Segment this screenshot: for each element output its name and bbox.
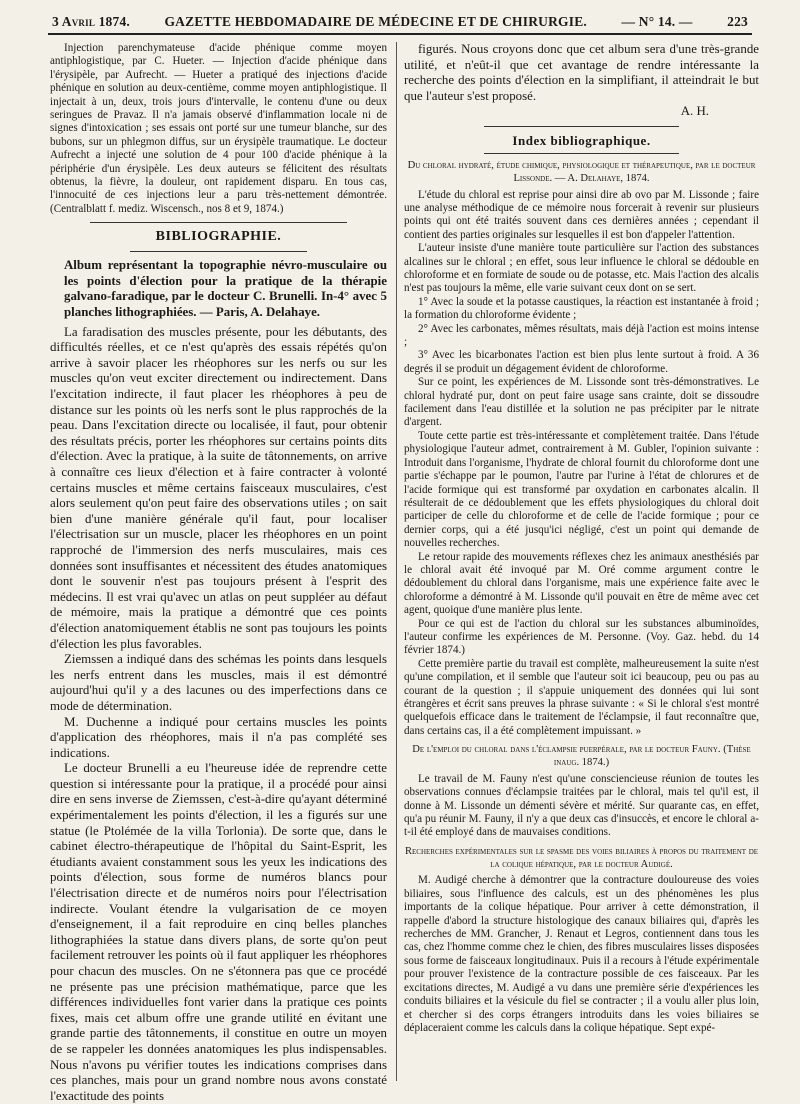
header-journal-title: GAZETTE HEBDOMADAIRE DE MÉDECINE ET DE CHIRURGIE. bbox=[164, 14, 587, 29]
entry-paragraph: Pour ce qui est de l'action du chloral sur les substances albuminoïdes, l'auteur confirme les expériences de M. Personne. (Voy. Gaz. hebd. du 14 février 1874.) bbox=[404, 617, 759, 657]
entry-paragraph: 3° Avec les bicarbonates l'action est bien plus lente surtout à froid. A 36 degrés il se produit un dégagement évident de chloroforme. bbox=[404, 349, 759, 375]
entry-paragraph: L'auteur insiste d'une manière toute particulière sur l'action des substances alcalines sur le chloral ; en effet, sous leur influence le chloral se dédouble en chloroforme et en formiate de soude ou de potasse, etc. Mais l'action des alcalis n'est pas toujours la même, elle varie suivant ceux dont on se sert. bbox=[404, 242, 759, 295]
review-signature: A. H. bbox=[680, 104, 709, 119]
header-page-number: 223 bbox=[727, 14, 748, 29]
entry-paragraph: Toute cette partie est très-intéressante et complètement traitée. Dans l'étude physiologique l'auteur admet, contrairement à M. Gubler, l'opinion suivante : Introduit dans l'organisme, l'hydrate de chloral fournit du chloroforme dont une partie s'échappe par le poumon, l'autre par l'urine à l'état de chlorures et de l'acide formique qui est transformé par oxydation en carbonates alcalin. Il résulterait de ce dédoublement que les effets physiologiques du chloral doit participer de celle du chloroforme et de celle de l'acide formique ; pour ce dernier corps, qui a été jusqu'ici négligé, c'est un point qui demande de nouvelles recherches. bbox=[404, 429, 759, 550]
entry-paragraph: 2° Avec les carbonates, mêmes résultats, mais déjà l'action est moins intense ; bbox=[404, 322, 759, 349]
review-paragraph: Le docteur Brunelli a eu l'heureuse idée de reprendre cette question si intéressante pour la pratique, il a procédé pour ainsi dire en sens inverse de Ziemssen, c'est-à-dire qu'ayant déterminé expérimentalement les points d'élection, il les a figurés sur une statue (le Ptolémée de la villa Torlonia). De sorte que, dans le cabinet électro-thérapeutique de l'hôpital du Saint-Esprit, les étudiants avaient constamment sous les yeux les indications des points d'élection, sous forme de numéros blancs pour l'électrisation directe et de numéros noirs pour l'électrisation indirecte. Voulant étendre la vulgarisation de ce moyen d'enseignement, il a fait reproduire en cinq belles planches lithographiées la statue dans divers plans, de sorte qu'on peut facilement retrouver les points où il faut appliquer les rhéophores pour chacun des muscles. On ne s'étonnera pas que ce procédé ne présente pas une précision mathématique, parce que les différences individuelles font varier dans la pratique ces points fixes, mais cet album offre une grande utilité en évitant une grande partie des tâtonnements, il constitue en outre un moyen de se rappeler les données anatomiques les plus indispensables. Nous n'avons pu vérifier toutes les indications comprises dans ces planches, mais pour un grand nombre nous avons constaté l'exactitude des points bbox=[50, 761, 387, 1103]
entry-title-eclampsia: De l'emploi du chloral dans l'éclampsie puerpérale, par le docteur Fauny. (Thèse inaug. 1874.) bbox=[412, 744, 751, 769]
review-paragraph: M. Duchenne a indiqué pour certains muscles les points d'application des rhéophores, mais il n'a pas complété ses indications. bbox=[50, 714, 387, 760]
review-paragraph: La faradisation des muscles présente, pour les débutants, des difficultés réelles, et ce n'est qu'après des essais répétés qu'on arrive à savoir placer les rhéophores sur les nerfs ou sur les muscles qu'on veut exciter directement ou indirectement. Dans l'excitation indirecte, il faut placer les rhéophores à peu de distance sur les points où les nerfs sont le plus rapprochés de la peau. Dans l'excitation directe ou localisée, il faut, pour obtenir des résultats précis, porter les rhéophores sur certains points dits d'élection. Avec la pratique, à la suite de tâtonnements, on arrive à connaître ces lieux d'élection et à faire contracter à volonté certains muscles et même certains faisceaux musculaires, c'est alors seulement qu'on peut faire des observations utiles ; on sait bien d'une manière générale qu'il faut, pour localiser l'électrisation sur un muscle, placer les rhéophores en un point rapproché de l'immersion des nerfs musculaires, mais ces données sont insuffisantes et nécessitent des études anatomiques dont le souvenir n'est pas toujours présent à l'esprit des médecins. Il est vrai qu'avec un atlas on peut suppléer au défaut de mémoire, mais la pratique a démontré que ces points d'élection anatomiquement établis ne sont pas toujours les points d'élection les plus favorables. bbox=[50, 324, 387, 651]
header-date: 3 Avril 1874. bbox=[52, 14, 130, 29]
entry-paragraph: Le retour rapide des mouvements réflexes chez les animaux anesthésiés par le chloral avait été invoqué par M. Oré comme argument contre le dédoublement du chloral dans l'organisme, mais une expérience faite avec le chloroforme a démontré à M. Lissonde qu'il pouvait en être de même avec cet agent, quoique d'une manière plus lente. bbox=[404, 550, 759, 617]
entry-paragraph: 1° Avec la soude et la potasse caustiques, la réaction est instantanée à froid ; la formation du chloroforme évidente ; bbox=[404, 295, 759, 322]
review-continuation: figurés. Nous croyons donc que cet album sera d'une très-grande utilité, et n'eût-il que cet avantage de rendre intéressante la recherche des points d'élection en la simplifiant, il atteindrait le but que l'auteur s'est proposé. bbox=[404, 42, 759, 103]
entry-paragraph: Cette première partie du travail est complète, malheureusement la suite n'est qu'une compilation, et il semble que l'auteur soit ici beaucoup, peu ou pas au courant de la question ; il s'appuie uniquement des données qui lui sont étrangères et écrit sans preuves la phrase suivante : « Si le chloral s'est montré quelquefois efficace dans le traitement de l'éclampsie, il faut reconnaître que, dans certains cas, il a été complètement impuissant. » bbox=[404, 657, 759, 737]
section-title-index: Index bibliographique. bbox=[512, 132, 651, 148]
section-title-bibliographie: BIBLIOGRAPHIE. bbox=[155, 229, 282, 245]
right-column bbox=[404, 42, 759, 1081]
running-header bbox=[52, 8, 748, 30]
entry-paragraph: L'étude du chloral est reprise pour ainsi dire ab ovo par M. Lissonde ; faire une analyse méthodique de ce mémoire nous forcerait à revenir sur plusieurs points qui ont été traités souvent dans ces dernières années ; cependant il contient des parties originales sur lesquelles il est bon d'appeler l'attention. bbox=[404, 188, 759, 241]
column-divider bbox=[396, 42, 397, 1081]
book-title: Album représentant la topographie névro-musculaire ou les points d'élection pour la pratique de la thérapie galvano-faradique, par le docteur C. Brunelli. In-4° avec 5 planches lithographiées. — Paris, A. Delahaye. bbox=[64, 258, 387, 320]
review-paragraph: Ziemssen a indiqué dans des schémas les points dans lesquels les nerfs entrent dans les muscles, mais il est démontré aujourd'hui qu'il y a des lacunes ou des imperfections dans ce mode de détermination. bbox=[50, 652, 387, 713]
section-divider bbox=[484, 126, 679, 127]
entry-paragraph: Sur ce point, les expériences de M. Lissonde sont très-démonstratives. Le chloral hydraté pur, dont on peut faire usage sans crainte, doit se dissoudre facilement dans l'eau distillée et la solution ne pas précipiter par le nitrate d'argent. bbox=[404, 376, 759, 429]
entry-paragraph: M. Audigé cherche à démontrer que la contracture douloureuse des voies biliaires, sous l'influence des calculs, est un des phénomènes les plus importants de la colique hépatique. Pour arriver à cette démonstration, il rappelle d'abord la structure histologique des canaux biliaires qui, d'après les recherches de MM. Grancher, J. Renaut et Legros, contiennent dans tous les cas, chez l'homme comme chez le chien, des fibres musculaires lisses disposées sous forme de faisceaux longitudinaux. Puis il a recours à l'étude expérimentale pour prouver l'existence de la contracture possible de ces faisceaux. Par les excitations directes, M. Audigé a vu dans une première série d'expériences les conduits biliaires et la vésicule du fiel se contracter ; il a voulu aller plus loin, et chercher si des corps étrangers introduits dans les voies biliaires se déplaceraient comme les calculs dans la colique hépatique. Sept expé- bbox=[404, 874, 759, 1034]
left-column bbox=[50, 42, 387, 1103]
section-divider bbox=[484, 153, 679, 154]
entry-title-chloral: Du chloral hydraté, étude chimique, physiologique et thérapeutique, par le docteur Lissonde. — A. Delahaye, 1874. bbox=[407, 159, 756, 184]
section-divider bbox=[130, 251, 307, 252]
header-rule bbox=[48, 33, 752, 35]
entry-title-biliary-spasm: Recherches expérimentales sur le spasme des voies biliaires à propos du traitement de la colique hépatique, par le docteur Audigé. bbox=[404, 845, 759, 870]
entry-paragraph: Le travail de M. Fauny n'est qu'une consciencieuse réunion de toutes les observations connues d'éclampsie traitées par le chloral, mais tel qu'il est, il donne à M. Lissonde un démenti sévère et mérité. Sur quarante cas, en effet, qu'a pu réunir M. Fauny, il n'y a que deux cas d'insuccès, et encore le chloral a-t-il été employé dans de mauvaises conditions. bbox=[404, 772, 759, 839]
section-divider bbox=[90, 222, 347, 223]
phenic-acid-paragraph: Injection parenchymateuse d'acide phénique comme moyen antiphlogistique, par C. Hueter. — Injection d'acide phénique dans l'érysipèle, par Aufrecht. — Hueter a pratiqué des injections d'acide phénique en solution au deux-centième, comme moyen antiphlogistique. Il injectait à un, deux, trois jours d'intervalle, le contenu d'une ou deux seringues de Pravaz. Il n'a jamais observé d'inflammation locale ni de signes d'intoxication ; ses essais ont porté sur une tumeur blanche, sur des bubons, sur un phlegmon diffus, sur un érysipèle traumatique. Le docteur Aufrecht a injecté une solution de 4 pour 100 d'acide phénique à la périphérie d'un érysipèle. Les deux auteurs se félicitent des résultats obtenus, la fièvre, la douleur, ont rapidement disparu. En tous cas, l'innocuité de ces injections leur a paru très-nettement démontrée. (Centralblatt f. mediz. Wiscensch., nos 8 et 9, 1874.) bbox=[50, 42, 387, 215]
header-issue-number: — N° 14. — bbox=[621, 14, 693, 29]
